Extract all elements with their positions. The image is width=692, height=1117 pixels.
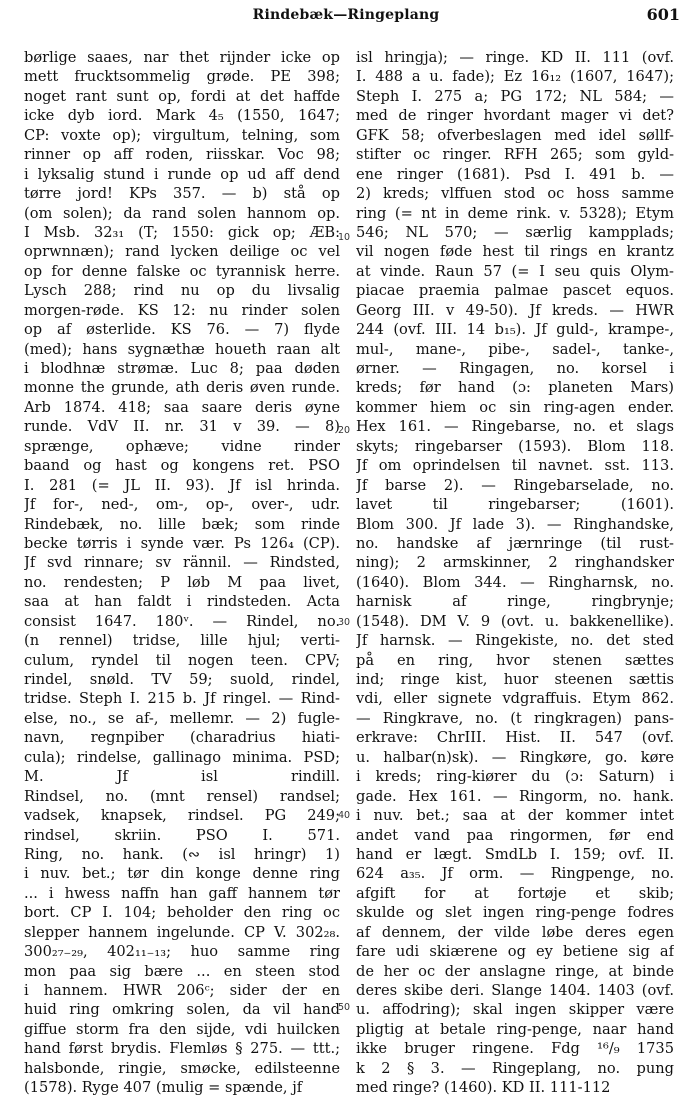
text-line: ene ringer (1681). Psd I. 491 b. — (356, 165, 674, 183)
text-line: piacae praemia palmae pascet equos. (356, 282, 674, 300)
text-line: Georg III. v 49-50). Jf kreds. — HWR (356, 301, 674, 319)
text-line: i blodhnæ strømæ. Luc 8; paa døden (24, 360, 340, 377)
text-line: CP: voxte op); virgultum, telning, som (24, 126, 340, 144)
text-line: vdi, eller signete vdgraffuis. Etym 862. (356, 690, 674, 708)
text-line: 624 a₃₅. Jf orm. — Ringpenge, no. (356, 865, 674, 883)
text-line: icke dyb iord. Mark 4₅ (1550, 1647; (24, 107, 340, 125)
margin-line-number: 10 (338, 232, 351, 243)
text-line: u. halbar(n)sk). — Ringkøre, go. køre (356, 748, 674, 766)
text-line: sprænge, ophæve; vidne rinder (24, 437, 340, 455)
text-line: ørner. — Ringagen, no. korsel i (356, 360, 674, 377)
text-line: Lysch 288; rind nu op du livsalig (24, 282, 340, 300)
text-line: halsbonde, ringie, smøcke, edilsteenne (24, 1059, 340, 1077)
text-line: runde. VdV II. nr. 31 v 39. — 8) (24, 418, 340, 436)
margin-line-number: 40 (338, 810, 351, 821)
text-line: (1578). Ryge 407 (mulig = spænde, jf (24, 1079, 303, 1097)
text-line: ring (= nt in deme rink. v. 5328); Etym (356, 204, 674, 222)
text-line: kreds; før hand (ɔ: planeten Mars) (356, 379, 674, 397)
text-line: hand er lægt. SmdLb I. 159; ovf. II. (356, 845, 674, 863)
text-line: u. affodring); skal ingen skipper være (356, 1001, 674, 1019)
text-line: Blom 300. Jf lade 3). — Ringhandske, (356, 515, 674, 533)
text-line: gade. Hex 161. — Ringorm, no. hank. (356, 787, 674, 805)
text-line: vil nogen føde hest til rings en krantz (356, 243, 674, 261)
text-line: Ring, no. hank. (∾ isl hringr) 1) (24, 845, 340, 863)
text-line: 2) kreds; vlffuen stod oc hoss samme (356, 185, 674, 203)
text-line: I Msb. 32₃₁ (T; 1550: gick op; ÆB: (24, 223, 340, 241)
text-line: I. 281 (= JL II. 93). Jf isl hrinda. (24, 476, 340, 494)
text-line: rinner op aff roden, riisskar. Voc 98; (24, 146, 340, 164)
text-line: culum, ryndel til nogen teen. CPV; (24, 651, 340, 669)
text-line: cula); rindelse, gallinago minima. PSD; (24, 748, 340, 766)
text-line: andet vand paa ringormen, før end (356, 826, 674, 844)
text-line: GFK 58; ofverbeslagen med idel søllf- (356, 126, 674, 144)
text-line: Hex 161. — Ringebarse, no. et slags (356, 418, 674, 436)
text-line: 300₂₇₋₂₉, 402₁₁₋₁₃; huo samme ring (24, 943, 340, 961)
text-line: erkrave: ChrIII. Hist. II. 547 (ovf. (356, 729, 674, 747)
text-line: Jf harnsk. — Ringekiste, no. det sted (356, 632, 674, 650)
text-line: i hannem. HWR 206ᶜ; sider der en (24, 982, 340, 999)
text-line: bort. CP I. 104; beholder den ring oc (24, 904, 340, 922)
text-line: Steph I. 275 a; PG 172; NL 584; — (356, 87, 674, 105)
text-line: med ringe? (1460). KD II. 111-112 (356, 1079, 611, 1097)
text-line: huid ring omkring solen, da vil hand (24, 1001, 340, 1019)
text-line: becke tørris i synde vær. Ps 126₄ (CP). (24, 534, 340, 552)
text-line: no. handske af jærnringe (til rust- (356, 534, 674, 552)
margin-line-number: 50 (338, 1002, 351, 1013)
text-line: ... i hwess naffn han gaff hannem tør (24, 884, 340, 902)
text-line: (1640). Blom 344. — Ringharnsk, no. (356, 573, 674, 591)
text-line: (med); hans sygnæthæ houeth raan alt (24, 340, 340, 358)
text-line: ind; ringe kist, huor steenen sættis (356, 671, 674, 688)
text-line: I. 488 a u. fade); Ez 16₁₂ (1607, 1647); (356, 68, 674, 86)
text-line: harnisk af ringe, ringbrynje; (356, 593, 674, 611)
text-line: med de ringer hvordant mager vi det? (356, 107, 674, 125)
text-line: noget rant sunt op, fordi at det haffde (24, 87, 340, 105)
text-line: lavet til ringebarser; (1601). (356, 496, 674, 514)
text-line: ikke bruger ringene. Fdg ¹⁶/₉ 1735 (356, 1040, 674, 1058)
text-line: at vinde. Raun 57 (= I seu quis Olym- (356, 262, 674, 280)
right-column (356, 48, 674, 1113)
text-line: stifter oc ringer. RFH 265; som gyld- (356, 146, 674, 164)
text-line: på en ring, hvor stenen sættes (356, 651, 674, 669)
text-line: de her oc der anslagne ringe, at binde (356, 962, 674, 980)
text-line: isl hringja); — ringe. KD II. 111 (ovf. (356, 49, 674, 66)
text-line: no. rendesten; P løb M paa livet, (24, 573, 340, 591)
text-line: afgift for at fortøje et skib; (356, 884, 674, 902)
left-column (24, 48, 340, 1113)
text-line: saa at han faldt i rindsteden. Acta (24, 593, 340, 611)
text-line: mul-, mane-, pibe-, sadel-, tanke-, (356, 340, 674, 358)
text-line: i lyksalig stund i runde op ud aff dend (24, 165, 340, 183)
text-line: (n rennel) tridse, lille hjul; verti- (24, 632, 340, 650)
text-line: mon paa sig bære ... en steen stod (24, 962, 340, 980)
text-line: skulde og slet ingen ring-penge fodres (356, 904, 674, 922)
text-line: consist 1647. 180ᵛ. — Rindel, no. (24, 612, 340, 630)
text-line: deres skibe deri. Slange 1404. 1403 (ovf. (356, 982, 674, 999)
text-line: 244 (ovf. III. 14 b₁₅). Jf guld-, krampe-, (356, 321, 674, 339)
text-line: Rindebæk, no. lille bæk; som rinde (24, 515, 340, 533)
text-line: morgen-røde. KS 12: nu rinder solen (24, 301, 340, 319)
text-line: oprwnnæn); rand lycken deilige oc vel (24, 243, 340, 261)
text-line: rindel, snøld. TV 59; suold, rindel, (24, 671, 340, 688)
text-line: fare udi skiærene og ey betiene sig af (356, 943, 674, 961)
text-line: else, no., se af-, mellemr. — 2) fugle- (24, 709, 340, 727)
page-number: 601 (646, 5, 680, 24)
text-line: op for denne falske oc tyrannisk herre. (24, 262, 340, 280)
text-line: rindsel, skriin. PSO I. 571. (24, 826, 340, 844)
text-line: kommer hiem oc sin ring-agen ender. (356, 398, 674, 416)
text-line: af dennem, der vilde løbe deres egen (356, 923, 674, 941)
text-line: i kreds; ring-kiører du (ɔ: Saturn) i (356, 768, 674, 786)
text-line: tridse. Steph I. 215 b. Jf ringel. — Rind- (24, 690, 340, 708)
text-line: 546; NL 570; — særlig kampplads; (356, 223, 674, 241)
text-line: Arb 1874. 418; saa saare deris øyne (24, 398, 340, 416)
text-line: Jf om oprindelsen til navnet. sst. 113. (356, 457, 674, 475)
text-line: Jf svd rinnare; sv rännil. — Rindsted, (24, 554, 340, 572)
text-line: giffue storm fra den sijde, vdi huilcken (24, 1020, 340, 1038)
margin-line-number: 30 (338, 617, 351, 628)
text-line: Jf for-, ned-, om-, op-, over-, udr. (24, 496, 340, 514)
text-line: navn, regnpiber (charadrius hiati- (24, 729, 340, 747)
text-line: Rindsel, no. (mnt rensel) randsel; (24, 787, 340, 805)
running-head: Rindebæk—Ringeplang (252, 7, 440, 23)
text-line: i nuv. bet.; saa at der kommer intet (356, 807, 674, 825)
text-line: k 2 § 3. — Ringeplang, no. pung (356, 1059, 674, 1077)
text-line: skyts; ringebarser (1593). Blom 118. (356, 437, 674, 455)
text-line: i nuv. bet.; tør din konge denne ring (24, 865, 340, 883)
text-line: pligtig at betale ring-penge, naar hand (356, 1020, 674, 1038)
text-line: baand og hast og kongens ret. PSO (24, 457, 340, 475)
text-line: børlige saaes, nar thet rijnder icke op (24, 49, 340, 66)
text-line: — Ringkrave, no. (t ringkragen) pans- (356, 709, 674, 727)
text-line: tørre jord! KPs 357. — b) stå op (24, 185, 340, 203)
text-line: ning); 2 armskinner, 2 ringhandsker (356, 554, 674, 572)
margin-line-number: 20 (338, 425, 351, 436)
text-line: vadsek, knapsek, rindsel. PG 249; (24, 807, 340, 825)
text-line: M. Jf isl rindill. (24, 768, 340, 786)
text-line: op af østerlide. KS 76. — 7) flyde (24, 321, 340, 339)
text-line: slepper hannem ingelunde. CP V. 302₂₈. (24, 923, 340, 941)
text-line: monne the grunde, ath deris øven runde. (24, 379, 340, 397)
page-header (0, 0, 692, 34)
text-line: Jf barse 2). — Ringebarselade, no. (356, 476, 674, 494)
text-line: (1548). DM V. 9 (ovt. u. bakkenellike). (356, 612, 674, 630)
text-line: hand først brydis. Flemløs § 275. — ttt.; (24, 1040, 340, 1058)
text-line: mett frucktsommelig grøde. PE 398; (24, 68, 340, 86)
text-line: (om solen); da rand solen hannom op. (24, 204, 340, 222)
